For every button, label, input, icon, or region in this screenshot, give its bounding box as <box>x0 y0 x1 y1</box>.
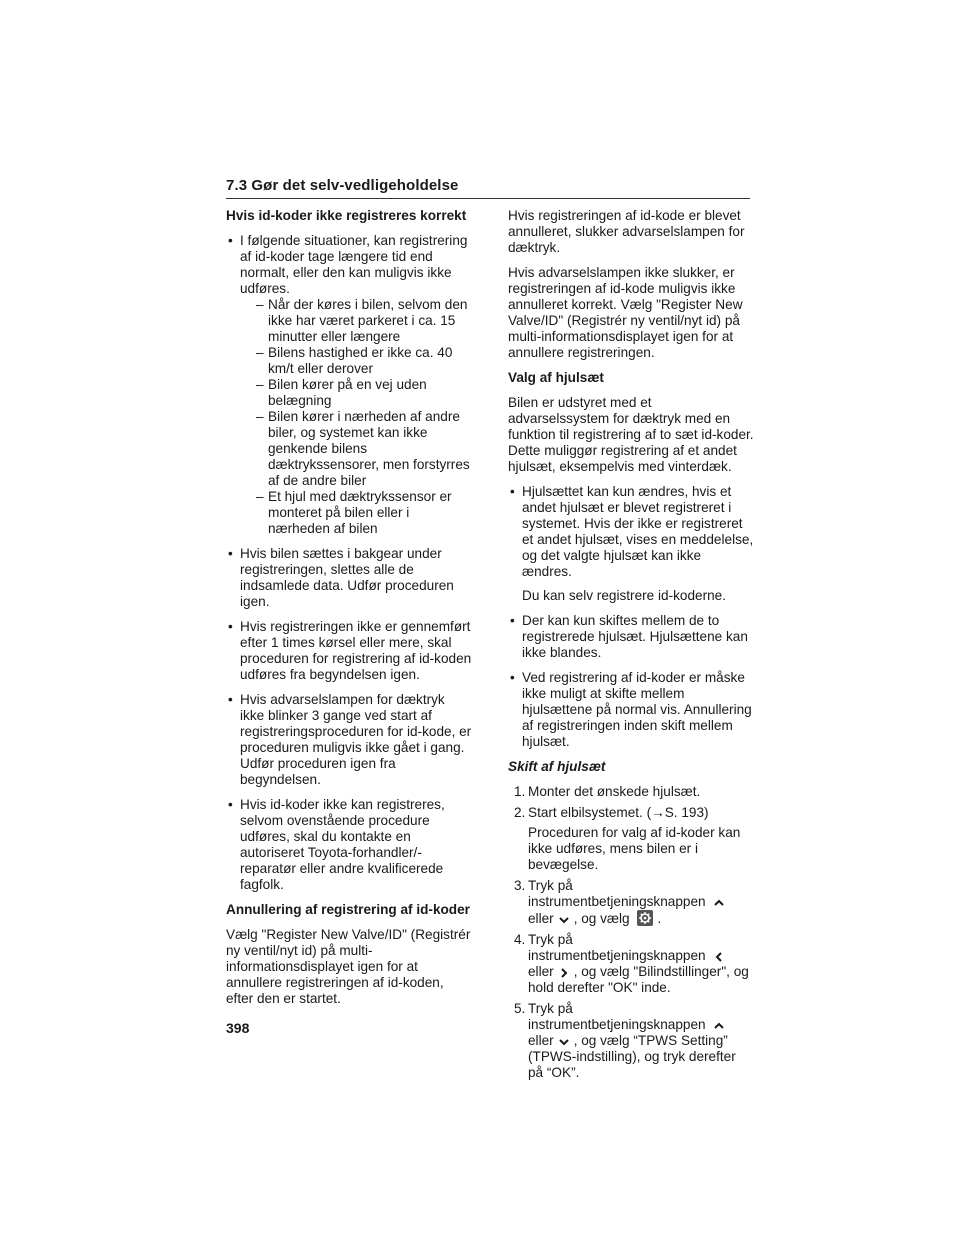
condition-item: – Bilens hastighed er ikke ca. 40 km/t eller derover <box>256 345 472 377</box>
chevron-up-icon <box>713 897 725 909</box>
change-steps-list <box>508 784 754 1081</box>
section-title: 7.3 Gør det selv-vedligeholdelse <box>226 178 750 199</box>
chevron-left-icon <box>713 951 725 963</box>
step-text: , og vælg “TPWS Setting” (TPWS-indstilling), og tryk derefter på “OK”. <box>528 1033 736 1080</box>
list-item: • Der kan kun skiftes mellem de to registrerede hjulsæt. Hjulsættene kan ikke blandes. <box>508 613 754 661</box>
cancel-retry-paragraph: Hvis advarselslampen ikke slukker, er registreringen af id-kode muligvis ikke annulleret korrekt. Vælg "Register New Valve/ID" (Registrér ny ventil/nyt id) på multi-informationsdisplayet igen for at annullere registreringen. <box>508 265 743 360</box>
step-text: Tryk på instrumentbetjeningsknappen <box>528 1001 706 1032</box>
chevron-right-icon <box>558 967 570 979</box>
step-number: 4. <box>514 932 526 947</box>
list-item <box>508 484 754 604</box>
list-item: • Ved registrering af id-koder er måske ikke muligt at skifte mellem hjulsættene på normal vis. Annullering af registreringen inden skift mellem hjulsæt. <box>508 670 754 750</box>
list-item: • Hvis bilen sættes i bakgear under registreringen, slettes alle de indsamlede data. Udfør proceduren igen. <box>226 546 472 610</box>
heading-change-wheelset: Skift af hjulsæt <box>508 759 606 774</box>
chevron-down-icon <box>558 914 570 926</box>
step-text: eller <box>528 964 554 979</box>
condition-item: – Når der køres i bilen, selvom den ikke har været parkeret i ca. 15 minutter eller længere <box>256 297 472 345</box>
heading-cancel: Annullering af registrering af id-koder <box>226 902 470 917</box>
page-number: 398 <box>226 1020 250 1036</box>
step-text: , og vælg <box>573 911 630 926</box>
chevron-down-icon <box>558 1036 570 1048</box>
select-wheelset-paragraph: Bilen er udstyret med et advarselssystem for dæktryk med en funktion til registrering af to sæt id-koder. Dette muliggør registrering af et andet hjulsæt, eksempelvis med vinterdæk. <box>508 395 754 474</box>
step-item <box>514 1001 754 1081</box>
heading-select-wheelset: Valg af hjulsæt <box>508 370 604 385</box>
troubleshoot-list <box>226 233 472 893</box>
wheelset-subnote: Du kan selv registrere id-koderne. <box>522 588 726 603</box>
list-item: • Hvis registreringen ikke er gennemført efter 1 times kørsel eller mere, skal proceduren for registrering af id-koden udføres fra begyndelsen igen. <box>226 619 472 683</box>
step-text: Monter det ønskede hjulsæt. <box>528 784 701 799</box>
cancel-paragraph: Vælg "Register New Valve/ID" (Registrér ny ventil/nyt id) på multi-informationsdisplayet igen for at annullere registreringen af id-koden, efter den er startet. <box>226 927 471 1006</box>
step-item <box>514 805 754 873</box>
step-text: . <box>657 911 662 926</box>
step-note: Proceduren for valg af id-koder kan ikke udføres, mens bilen er i bevægelse. <box>528 825 741 872</box>
right-column <box>508 208 754 1086</box>
list-item: • Hvis id-koder ikke kan registreres, selvom ovenstående procedure udføres, skal du kontakte en autoriseret Toyota-forhandler/-reparatør eller andre kvalificerede fagfolk. <box>226 797 472 893</box>
bullet-intro: I følgende situationer, kan registrering af id-koder tage længere tid end normalt, eller den kan muligvis ikke udføres. <box>240 233 468 296</box>
step-text: Start elbilsystemet. (→S. 193) <box>528 805 709 820</box>
list-item: • Hvis advarselslampen for dæktryk ikke blinker 3 gange ved start af registreringsproceduren for id-kode, er proceduren muligvis ikke gået i gang. Udfør proceduren igen fra begyndelsen. <box>226 692 472 788</box>
step-number: 1. <box>514 784 526 799</box>
step-item <box>514 784 754 800</box>
heading-not-registered: Hvis id-koder ikke registreres korrekt <box>226 208 467 223</box>
cancel-result-paragraph: Hvis registreringen af id-kode er blevet annulleret, slukker advarselslampen for dæktryk. <box>508 208 745 255</box>
condition-item: – Bilen kører i nærheden af andre biler, og systemet kan ikke genkende bilens dæktrykssensorer, men forstyrres af de andre biler <box>256 409 472 489</box>
step-text: Tryk på instrumentbetjeningsknappen <box>528 878 706 909</box>
left-column <box>226 208 472 1016</box>
chevron-up-icon <box>713 1020 725 1032</box>
wheelset-notes-list <box>508 484 754 750</box>
list-item <box>226 233 472 537</box>
step-text: eller <box>528 911 554 926</box>
step-number: 2. <box>514 805 526 820</box>
step-text: , og vælg "Bilindstillinger", og hold derefter "OK" inde. <box>528 964 749 995</box>
condition-item: – Et hjul med dæktrykssensor er monteret på bilen eller i nærheden af bilen <box>256 489 472 537</box>
step-text: eller <box>528 1033 554 1048</box>
condition-list <box>240 297 472 537</box>
condition-item: – Bilen kører på en vej uden belægning <box>256 377 472 409</box>
step-text: Tryk på instrumentbetjeningsknappen <box>528 932 706 963</box>
wheelset-note: Hjulsættet kan kun ændres, hvis et andet hjulsæt er blevet registreret i systemet. Hvis der ikke er registreret et andet hjulsæt, vises en meddelelse, og det valgte hjulsæt kan ikke ændres. <box>522 484 754 579</box>
step-number: 3. <box>514 878 526 893</box>
gear-settings-icon <box>637 910 653 926</box>
step-item <box>514 932 754 996</box>
step-item <box>514 878 754 927</box>
step-number: 5. <box>514 1001 526 1016</box>
